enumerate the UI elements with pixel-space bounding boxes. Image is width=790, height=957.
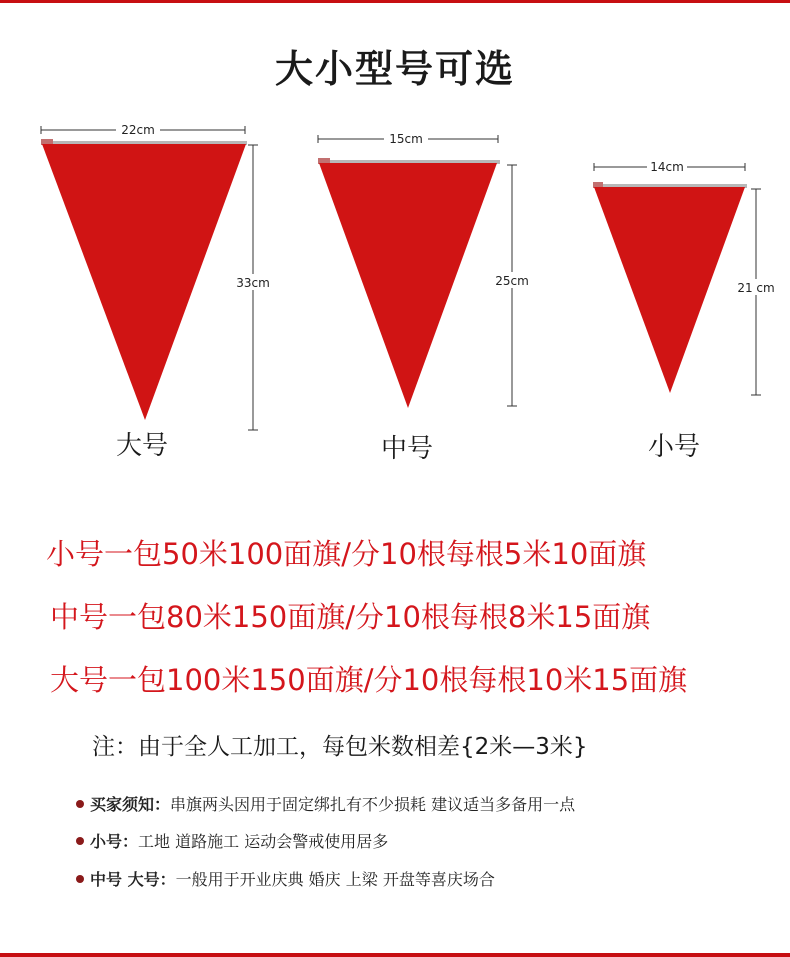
bullet-text: 串旗两头因用于固定绑扎有不少损耗 建议适当多备用一点 [170,795,576,814]
bullet-key: 中号 大号： [90,870,176,889]
bullet-text: 工地 道路施工 运动会警戒使用居多 [138,832,389,851]
note-text: 注：由于全人工加工，每包米数相差{2米—3米} [92,734,588,760]
flag-triangle [42,144,246,420]
flag-triangle [319,163,497,408]
flag-triangle [594,187,745,393]
width-label: 14cm [650,160,684,174]
size-label-medium: 中号 [380,434,433,464]
width-label: 15cm [389,132,423,146]
size-label-small: 小号 [647,432,700,462]
bullet-key: 买家须知： [90,795,171,814]
height-label: 21 cm [737,281,775,295]
pack-info-small: 小号一包50米100面旗/分10根每根5米10面旗 [46,537,647,571]
page-title: 大小型号可选 [274,47,515,91]
flag-large [41,122,274,430]
bullet-medium-large-usage [76,867,495,890]
pack-info-large: 大号一包100米150面旗/分10根每根10米15面旗 [50,663,688,697]
bottom-border [0,953,790,957]
bullet-buyer-notice [76,792,575,815]
size-label-large: 大号 [115,431,168,461]
bullet-dot-icon [76,800,84,808]
bullet-dot-icon [76,837,84,845]
flag-small [593,159,778,395]
flag-medium [318,131,533,408]
bullet-small-usage [76,829,388,852]
pack-info-medium: 中号一包80米150面旗/分10根每根8米15面旗 [50,600,651,634]
height-label: 33cm [236,276,270,290]
bullet-dot-icon [76,875,84,883]
bullet-text: 一般用于开业庆典 婚庆 上梁 开盘等喜庆场合 [175,870,495,889]
width-label: 22cm [121,123,155,137]
height-label: 25cm [495,274,529,288]
bullet-key: 小号： [90,832,139,851]
